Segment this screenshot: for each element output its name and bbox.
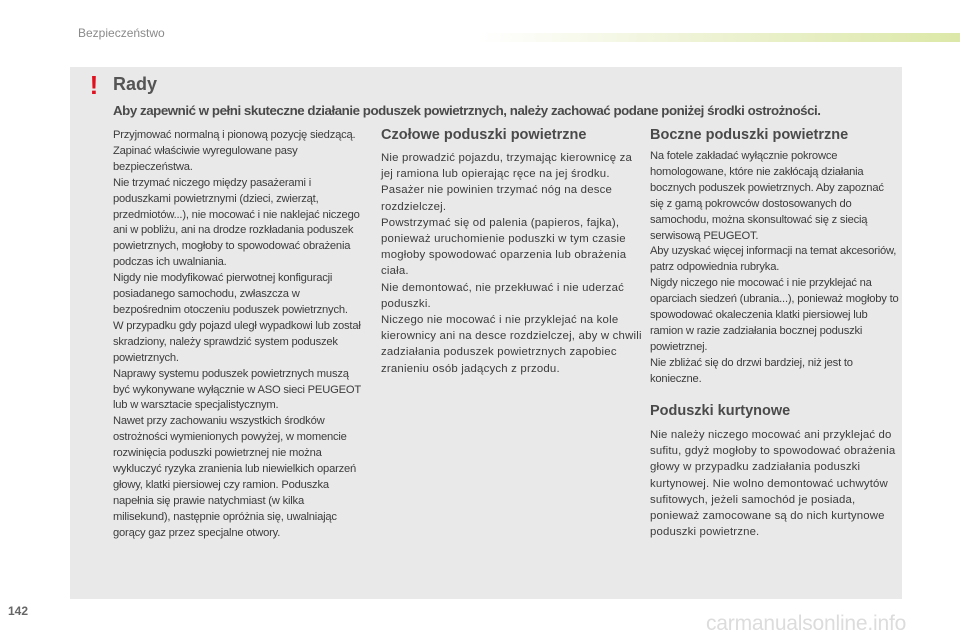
section-title: Bezpieczeństwo (78, 26, 165, 40)
front-airbags-heading: Czołowe poduszki powietrzne (381, 127, 587, 143)
paragraph: Nie należy niczego mocować ani przyklejać do sufitu, gdyż mogłoby to spowodować obrażenia głowy w przypadku zadziałania poduszki kurtynowej. Nie wolno demontować uchwytów sufitowych, jeżeli samochód je posiada, ponieważ zamocowane są do nich kurtynowe poduszki powietrzne. (650, 429, 896, 539)
paragraph: Naprawy systemu poduszek powietrznych muszą być wykonywane wyłącznie w ASO sieci PEUGEOT lub w warsztacie specjalistycznym. (113, 367, 361, 412)
paragraph: Zapinać właściwie wyregulowane pasy bezpieczeństwa. (113, 144, 298, 173)
side-airbags-heading: Boczne poduszki powietrzne (650, 127, 849, 143)
curtain-airbags-heading: Poduszki kurtynowe (650, 403, 791, 419)
paragraph: Nigdy niczego nie mocować i nie przyklejać na oparciach siedzeń (ubrania...), ponieważ mogłoby to spowodować okaleczenia klatki piersiowej lub ramion w razie zadziałania bocznej poduszki powietrznej. (650, 277, 899, 353)
exclamation-warning-icon: ! (89, 70, 99, 100)
paragraph: Nie trzymać niczego między pasażerami i poduszkami powietrznymi (dzieci, zwierząt, przedmiotów...), nie mocować i nie naklejać niczego ani w pobliżu, ani na drodze rozkładania poduszek powietrznych, mogłoby to spowodować obrażenia podczas ich uwalniania. (113, 176, 360, 269)
header-bar (480, 33, 960, 42)
side-airbags-column (650, 149, 900, 388)
curtain-airbags-column (650, 427, 902, 540)
paragraph: Powstrzymać się od palenia (papieros, fajka), ponieważ uruchomienie poduszki w tym czasie mogłoby spowodować oparzenia lub obrażenia ciała. (381, 216, 627, 278)
front-airbags-column (381, 150, 643, 377)
paragraph: Na fotele zakładać wyłącznie pokrowce homologowane, które nie zakłócają działania bocznych poduszek powietrznych. Aby zapoznać się z gamą pokrowców dostosowanych do samochodu, można skonsultować się z siecią serwisową PEUGEOT. (650, 150, 884, 242)
paragraph: Nie zbliżać się do drzwi bardziej, niż jest to konieczne. (650, 356, 853, 385)
general-advice-column (113, 128, 363, 542)
paragraph: Pasażer nie powinien trzymać nóg na desce rozdzielczej. (381, 184, 613, 213)
page-number: 142 (8, 604, 29, 618)
paragraph: Niczego nie mocować i nie przyklejać na kole kierownicy ani na desce rozdzielczej, aby w chwili zadziałania poduszek powietrznych zapobiec zranieniu osób jadących z przodu. (381, 314, 642, 375)
watermark: carmanualsonline.info (706, 612, 907, 635)
advice-lead: Aby zapewnić w pełni skuteczne działanie poduszek powietrznych, należy zachować podane poniżej środki ostrożności. (113, 103, 821, 118)
paragraph: Nie demontować, nie przekłuwać i nie uderzać poduszki. (381, 281, 625, 310)
paragraph: W przypadku gdy pojazd uległ wypadkowi lub został skradziony, należy sprawdzić system poduszek powietrznych. (113, 319, 361, 364)
paragraph: Aby uzyskać więcej informacji na temat akcesoriów, patrz odpowiednia rubryka. (650, 245, 897, 274)
paragraph: Nie prowadzić pojazdu, trzymając kierownicę za jej ramiona lub opierając ręce na jej środku. (381, 152, 633, 181)
paragraph: Nawet przy zachowaniu wszystkich środków ostrożności wymienionych powyżej, w momencie rozwinięcia poduszki powietrznej nie można wykluczyć ryzyka zranienia lub niewielkich oparzeń głowy, klatki piersiowej czy ramion. Poduszka napełnia się prawie natychmiast (w kilka milisekund), następnie opróżnia się, uwalniając gorący gaz przez specjalne otwory. (113, 415, 357, 539)
advice-title: Rady (113, 74, 158, 94)
paragraph: Przyjmować normalną i pionową pozycję siedzącą. (113, 129, 356, 141)
paragraph: Nigdy nie modyfikować pierwotnej konfiguracji posiadanego samochodu, zwłaszcza w bezpośrednim otoczeniu poduszek powietrznych. (113, 272, 348, 316)
